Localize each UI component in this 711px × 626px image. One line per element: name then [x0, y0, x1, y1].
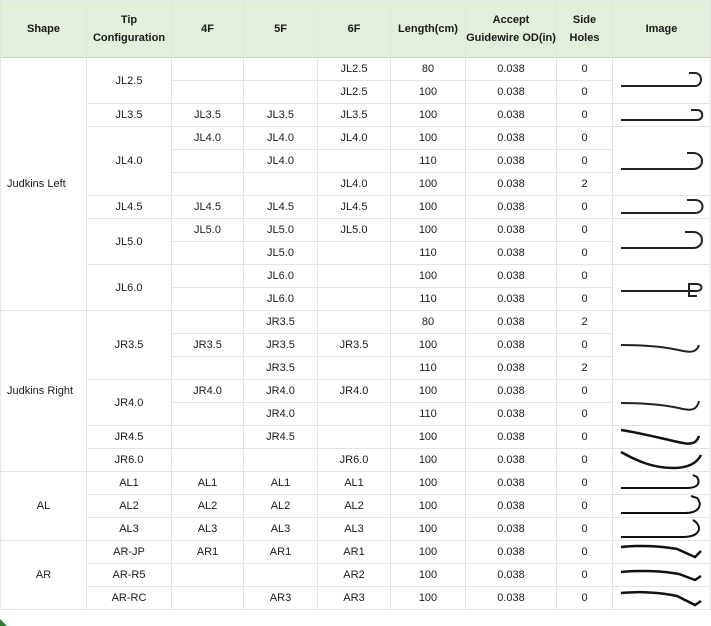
- cell-side-holes[interactable]: 0: [557, 472, 613, 495]
- jl35-catheter-icon: [617, 105, 707, 125]
- al2-catheter-icon: [617, 495, 707, 517]
- header-image[interactable]: Image: [613, 1, 711, 58]
- cell-length[interactable]: 110: [391, 242, 466, 265]
- cell-5f[interactable]: JL5.0: [244, 242, 318, 265]
- cell-od[interactable]: 0.038: [466, 403, 557, 426]
- cell-4f[interactable]: [172, 311, 244, 334]
- cell-4f[interactable]: [172, 58, 244, 81]
- cell-4f[interactable]: [172, 288, 244, 311]
- cell-side-holes[interactable]: 0: [557, 104, 613, 127]
- image-cell[interactable]: [613, 219, 711, 265]
- cell-5f[interactable]: JL3.5: [244, 104, 318, 127]
- cell-od[interactable]: 0.038: [466, 426, 557, 449]
- cell-5f[interactable]: JR4.5: [244, 426, 318, 449]
- cell-5f[interactable]: [244, 564, 318, 587]
- cell-5f[interactable]: [244, 173, 318, 196]
- cell-4f[interactable]: [172, 426, 244, 449]
- cell-od[interactable]: 0.038: [466, 472, 557, 495]
- cell-length[interactable]: 100: [391, 104, 466, 127]
- cell-side-holes[interactable]: 0: [557, 58, 613, 81]
- cell-od[interactable]: 0.038: [466, 58, 557, 81]
- cell-length[interactable]: 110: [391, 403, 466, 426]
- table-row: [1, 564, 711, 587]
- cell-length[interactable]: 110: [391, 150, 466, 173]
- cell-5f[interactable]: AL1: [244, 472, 318, 495]
- cell-side-holes[interactable]: 0: [557, 219, 613, 242]
- cell-side-holes[interactable]: 0: [557, 564, 613, 587]
- cell-5f[interactable]: JL4.0: [244, 150, 318, 173]
- cell-6f[interactable]: [318, 288, 391, 311]
- header-tip-configuration[interactable]: Tip Configuration: [87, 1, 172, 58]
- tip-cell[interactable]: JL3.5: [87, 104, 172, 127]
- image-cell[interactable]: [613, 541, 711, 564]
- tip-cell[interactable]: AL2: [87, 495, 172, 518]
- image-cell[interactable]: [613, 426, 711, 449]
- cell-length[interactable]: 100: [391, 541, 466, 564]
- header-shape[interactable]: Shape: [1, 1, 87, 58]
- cell-side-holes[interactable]: 0: [557, 587, 613, 610]
- image-cell[interactable]: [613, 380, 711, 426]
- arr5-catheter-icon: [617, 564, 707, 586]
- cell-length[interactable]: 80: [391, 311, 466, 334]
- table-row: [1, 58, 711, 81]
- cell-6f[interactable]: AL3: [318, 518, 391, 541]
- cell-od[interactable]: 0.038: [466, 265, 557, 288]
- tip-cell[interactable]: JR3.5: [87, 311, 172, 380]
- cell-side-holes[interactable]: 0: [557, 495, 613, 518]
- al1-catheter-icon: [617, 472, 707, 494]
- cell-od[interactable]: 0.038: [466, 495, 557, 518]
- table-row: [1, 495, 711, 518]
- cell-4f[interactable]: [172, 564, 244, 587]
- jl45-catheter-icon: [617, 196, 707, 218]
- cell-5f[interactable]: AR1: [244, 541, 318, 564]
- cell-length[interactable]: 100: [391, 173, 466, 196]
- cell-od[interactable]: 0.038: [466, 311, 557, 334]
- shape-cell-al[interactable]: AL: [1, 472, 87, 541]
- header-row: [1, 1, 711, 58]
- jr40-catheter-icon: [617, 383, 707, 423]
- table-row: [1, 127, 711, 150]
- table-row: [1, 380, 711, 403]
- shape-cell-judkins-right[interactable]: Judkins Right: [1, 311, 87, 472]
- cell-6f[interactable]: AR1: [318, 541, 391, 564]
- table-row: [1, 541, 711, 564]
- tip-cell[interactable]: JR6.0: [87, 449, 172, 472]
- table-row: [1, 426, 711, 449]
- cell-4f[interactable]: JR3.5: [172, 334, 244, 357]
- image-cell[interactable]: [613, 311, 711, 380]
- cell-od[interactable]: 0.038: [466, 380, 557, 403]
- cell-6f[interactable]: JR3.5: [318, 334, 391, 357]
- cell-side-holes[interactable]: 0: [557, 127, 613, 150]
- table-row: [1, 518, 711, 541]
- cell-od[interactable]: 0.038: [466, 587, 557, 610]
- cell-4f[interactable]: JL3.5: [172, 104, 244, 127]
- cell-5f[interactable]: JR3.5: [244, 311, 318, 334]
- cell-5f[interactable]: JL6.0: [244, 288, 318, 311]
- cell-od[interactable]: 0.038: [466, 219, 557, 242]
- table-row: [1, 219, 711, 242]
- arjp-catheter-icon: [617, 541, 707, 563]
- cell-length[interactable]: 100: [391, 564, 466, 587]
- header-4f[interactable]: 4F: [172, 1, 244, 58]
- cell-6f[interactable]: [318, 265, 391, 288]
- cell-length[interactable]: 100: [391, 127, 466, 150]
- tip-cell[interactable]: JL2.5: [87, 58, 172, 104]
- cell-length[interactable]: 100: [391, 587, 466, 610]
- cell-6f[interactable]: AL2: [318, 495, 391, 518]
- cell-od[interactable]: 0.038: [466, 150, 557, 173]
- cell-side-holes[interactable]: 0: [557, 288, 613, 311]
- table-row: [1, 587, 711, 610]
- cell-length[interactable]: 100: [391, 265, 466, 288]
- cell-4f[interactable]: [172, 587, 244, 610]
- cell-length[interactable]: 110: [391, 288, 466, 311]
- cell-length[interactable]: 100: [391, 219, 466, 242]
- cell-5f[interactable]: AL2: [244, 495, 318, 518]
- cell-side-holes[interactable]: 2: [557, 173, 613, 196]
- cell-4f[interactable]: [172, 357, 244, 380]
- cell-4f[interactable]: AL2: [172, 495, 244, 518]
- cell-6f[interactable]: JL4.5: [318, 196, 391, 219]
- cell-od[interactable]: 0.038: [466, 104, 557, 127]
- cell-5f[interactable]: AR3: [244, 587, 318, 610]
- arrc-catheter-icon: [617, 587, 707, 609]
- cell-6f[interactable]: JL2.5: [318, 58, 391, 81]
- tip-cell[interactable]: JR4.5: [87, 426, 172, 449]
- cell-side-holes[interactable]: 0: [557, 81, 613, 104]
- cell-4f[interactable]: [172, 173, 244, 196]
- cell-6f[interactable]: AL1: [318, 472, 391, 495]
- cell-4f[interactable]: [172, 81, 244, 104]
- cell-od[interactable]: 0.038: [466, 564, 557, 587]
- image-cell[interactable]: [613, 127, 711, 196]
- cell-5f[interactable]: AL3: [244, 518, 318, 541]
- cell-od[interactable]: 0.038: [466, 357, 557, 380]
- tip-cell[interactable]: AR-R5: [87, 564, 172, 587]
- cell-5f[interactable]: JR3.5: [244, 357, 318, 380]
- tip-cell[interactable]: JL4.5: [87, 196, 172, 219]
- cell-6f[interactable]: AR2: [318, 564, 391, 587]
- tip-cell[interactable]: AL1: [87, 472, 172, 495]
- cell-length[interactable]: 100: [391, 81, 466, 104]
- cell-od[interactable]: 0.038: [466, 81, 557, 104]
- jl25-catheter-icon: [617, 61, 707, 101]
- cell-6f[interactable]: [318, 426, 391, 449]
- cell-od[interactable]: 0.038: [466, 449, 557, 472]
- sheet-corner-marker: [0, 619, 7, 626]
- image-cell[interactable]: [613, 449, 711, 472]
- cell-side-holes[interactable]: 0: [557, 403, 613, 426]
- image-cell[interactable]: [613, 104, 711, 127]
- cell-5f[interactable]: [244, 81, 318, 104]
- jl50-catheter-icon: [617, 222, 707, 262]
- cell-4f[interactable]: [172, 403, 244, 426]
- tip-cell[interactable]: AR-RC: [87, 587, 172, 610]
- cell-length[interactable]: 100: [391, 449, 466, 472]
- cell-5f[interactable]: JL4.0: [244, 127, 318, 150]
- cell-length[interactable]: 80: [391, 58, 466, 81]
- tip-cell[interactable]: JL4.0: [87, 127, 172, 196]
- cell-side-holes[interactable]: 0: [557, 242, 613, 265]
- cell-length[interactable]: 110: [391, 357, 466, 380]
- cell-length[interactable]: 100: [391, 495, 466, 518]
- cell-4f[interactable]: AL3: [172, 518, 244, 541]
- cell-4f[interactable]: JL4.5: [172, 196, 244, 219]
- header-length[interactable]: Length(cm): [391, 1, 466, 58]
- jl60-catheter-icon: [617, 268, 707, 308]
- cell-side-holes[interactable]: 0: [557, 150, 613, 173]
- cell-4f[interactable]: AL1: [172, 472, 244, 495]
- cell-6f[interactable]: JL3.5: [318, 104, 391, 127]
- cell-side-holes[interactable]: 0: [557, 541, 613, 564]
- cell-6f[interactable]: [318, 403, 391, 426]
- header-side-holes[interactable]: Side Holes: [557, 1, 613, 58]
- al3-catheter-icon: [617, 518, 707, 540]
- cell-side-holes[interactable]: 0: [557, 518, 613, 541]
- cell-od[interactable]: 0.038: [466, 242, 557, 265]
- cell-5f[interactable]: [244, 58, 318, 81]
- cell-6f[interactable]: JR4.0: [318, 380, 391, 403]
- cell-side-holes[interactable]: 0: [557, 426, 613, 449]
- image-cell[interactable]: [613, 564, 711, 587]
- shape-cell-judkins-left[interactable]: Judkins Left: [1, 58, 87, 311]
- cell-length[interactable]: 100: [391, 472, 466, 495]
- cell-6f[interactable]: [318, 357, 391, 380]
- cell-side-holes[interactable]: 0: [557, 265, 613, 288]
- jl40-catheter-icon: [617, 133, 707, 189]
- cell-6f[interactable]: JL4.0: [318, 173, 391, 196]
- header-6f[interactable]: 6F: [318, 1, 391, 58]
- table-row: [1, 472, 711, 495]
- cell-4f[interactable]: [172, 242, 244, 265]
- cell-od[interactable]: 0.038: [466, 173, 557, 196]
- cell-4f[interactable]: [172, 449, 244, 472]
- image-cell[interactable]: [613, 495, 711, 518]
- header-5f[interactable]: 5F: [244, 1, 318, 58]
- cell-4f[interactable]: [172, 150, 244, 173]
- table-row: [1, 104, 711, 127]
- cell-4f[interactable]: JR4.0: [172, 380, 244, 403]
- cell-4f[interactable]: JL4.0: [172, 127, 244, 150]
- cell-side-holes[interactable]: 2: [557, 357, 613, 380]
- cell-side-holes[interactable]: 0: [557, 196, 613, 219]
- cell-4f[interactable]: AR1: [172, 541, 244, 564]
- cell-6f[interactable]: [318, 150, 391, 173]
- cell-od[interactable]: 0.038: [466, 541, 557, 564]
- cell-od[interactable]: 0.038: [466, 127, 557, 150]
- tip-cell[interactable]: AL3: [87, 518, 172, 541]
- image-cell[interactable]: [613, 518, 711, 541]
- cell-side-holes[interactable]: 0: [557, 334, 613, 357]
- cell-6f[interactable]: AR3: [318, 587, 391, 610]
- cell-5f[interactable]: JR4.0: [244, 403, 318, 426]
- tip-cell[interactable]: JL5.0: [87, 219, 172, 265]
- cell-4f[interactable]: JL5.0: [172, 219, 244, 242]
- cell-length[interactable]: 100: [391, 380, 466, 403]
- cell-length[interactable]: 100: [391, 334, 466, 357]
- tip-cell[interactable]: JL6.0: [87, 265, 172, 311]
- image-cell[interactable]: [613, 472, 711, 495]
- cell-6f[interactable]: JL4.0: [318, 127, 391, 150]
- cell-6f[interactable]: JL2.5: [318, 81, 391, 104]
- cell-od[interactable]: 0.038: [466, 288, 557, 311]
- cell-od[interactable]: 0.038: [466, 196, 557, 219]
- cell-5f[interactable]: JR4.0: [244, 380, 318, 403]
- tip-cell[interactable]: AR-JP: [87, 541, 172, 564]
- table-row: [1, 196, 711, 219]
- image-cell[interactable]: [613, 265, 711, 311]
- header-guidewire-od[interactable]: Accept Guidewire OD(in): [466, 1, 557, 58]
- cell-6f[interactable]: [318, 311, 391, 334]
- cell-length[interactable]: 100: [391, 196, 466, 219]
- cell-side-holes[interactable]: 2: [557, 311, 613, 334]
- cell-5f[interactable]: JR3.5: [244, 334, 318, 357]
- cell-6f[interactable]: JR6.0: [318, 449, 391, 472]
- table-row: [1, 449, 711, 472]
- jr45-catheter-icon: [617, 426, 707, 448]
- image-cell[interactable]: [613, 587, 711, 610]
- image-cell[interactable]: [613, 196, 711, 219]
- cell-5f[interactable]: JL5.0: [244, 219, 318, 242]
- cell-length[interactable]: 100: [391, 426, 466, 449]
- shape-cell-ar[interactable]: AR: [1, 541, 87, 610]
- cell-5f[interactable]: JL4.5: [244, 196, 318, 219]
- tip-cell[interactable]: JR4.0: [87, 380, 172, 426]
- cell-5f[interactable]: JL6.0: [244, 265, 318, 288]
- jr60-catheter-icon: [617, 449, 707, 471]
- cell-4f[interactable]: [172, 265, 244, 288]
- cell-5f[interactable]: [244, 449, 318, 472]
- cell-side-holes[interactable]: 0: [557, 380, 613, 403]
- cell-od[interactable]: 0.038: [466, 518, 557, 541]
- cell-side-holes[interactable]: 0: [557, 449, 613, 472]
- image-cell[interactable]: [613, 58, 711, 104]
- cell-6f[interactable]: JL5.0: [318, 219, 391, 242]
- jr35-catheter-icon: [617, 317, 707, 373]
- cell-length[interactable]: 100: [391, 518, 466, 541]
- cell-6f[interactable]: [318, 242, 391, 265]
- table-row: [1, 311, 711, 334]
- cell-od[interactable]: 0.038: [466, 334, 557, 357]
- table-row: [1, 265, 711, 288]
